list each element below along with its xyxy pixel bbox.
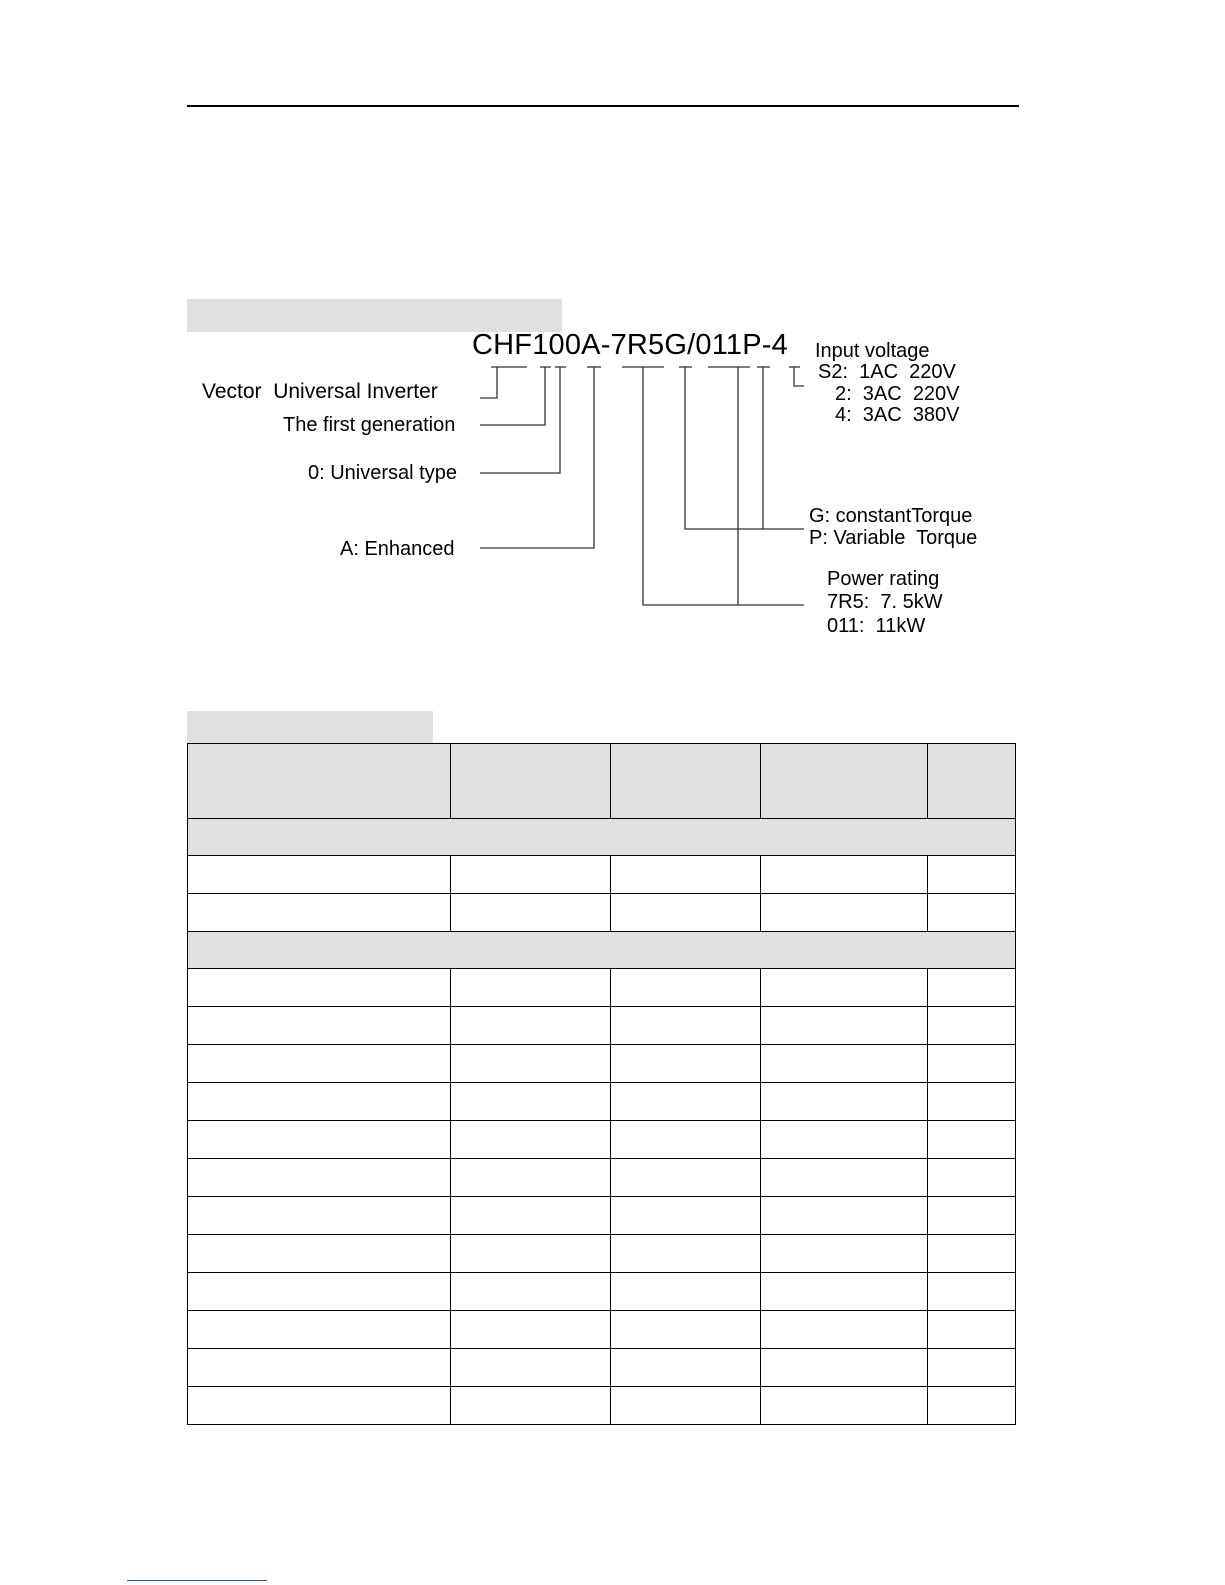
table-cell [928,1045,1016,1083]
table-cell [761,1159,928,1197]
table-row [188,1273,1016,1311]
table-cell [761,1273,928,1311]
table-cell [451,856,611,894]
table-row [188,1387,1016,1425]
table-cell [611,1045,761,1083]
table-body [188,819,1016,1425]
table-header-cell [188,744,451,819]
label-first-generation: The first generation [283,414,456,436]
table-group-row [188,819,1016,856]
torque-g: G: constantTorque [809,505,973,527]
table-group-row [188,932,1016,969]
table-cell [188,1349,451,1387]
table-cell [928,1311,1016,1349]
table-cell [451,1045,611,1083]
table-cell [928,969,1016,1007]
table-cell [611,969,761,1007]
table-cell [451,1235,611,1273]
table-row [188,1083,1016,1121]
table-cell [188,1273,451,1311]
table-group-cell [188,819,1016,856]
rating-table [187,743,1016,1425]
table-group-cell [188,932,1016,969]
table-cell [451,1387,611,1425]
table-row [188,1121,1016,1159]
table-cell [188,894,451,932]
table-cell [451,1121,611,1159]
table-cell [928,1121,1016,1159]
table-cell [928,1235,1016,1273]
table-cell [928,1273,1016,1311]
label-vector-universal-inverter: Vector Universal Inverter [202,380,438,403]
table-cell [188,1197,451,1235]
table-cell [451,1083,611,1121]
table-cell [611,894,761,932]
footer-link-underline[interactable] [127,1580,267,1581]
table-cell [761,856,928,894]
table-cell [611,1159,761,1197]
table-row [188,856,1016,894]
table-cell [451,969,611,1007]
table-cell [761,1197,928,1235]
table-cell [611,856,761,894]
input-voltage-option: S2: 1AC 220V [818,361,956,383]
input-voltage-title: Input voltage [815,340,930,362]
table-cell [611,1387,761,1425]
table-cell [761,1083,928,1121]
table-cell [451,1349,611,1387]
power-rating-title: Power rating [827,568,940,590]
table-cell [761,1007,928,1045]
table-header-cell [451,744,611,819]
table-cell [611,1273,761,1311]
power-rating-option: 7R5: 7. 5kW [827,591,943,613]
table-cell [761,1349,928,1387]
table-header-cell [611,744,761,819]
table-cell [611,1349,761,1387]
table-cell [761,894,928,932]
label-enhanced: A: Enhanced [340,538,455,560]
table-row [188,1235,1016,1273]
table-cell [188,1121,451,1159]
table-cell [761,1387,928,1425]
table-header-cell [761,744,928,819]
section-heading-ratings [187,711,433,743]
table-header-row [188,744,1016,819]
table-row [188,1159,1016,1197]
table-row [188,1197,1016,1235]
power-rating-option: 011: 11kW [827,615,926,637]
table-cell [761,1121,928,1159]
table-cell [928,894,1016,932]
table-cell [451,894,611,932]
table-cell [451,1159,611,1197]
table-cell [188,1387,451,1425]
table-cell [928,1197,1016,1235]
table-cell [761,969,928,1007]
table-row [188,894,1016,932]
table-cell [188,1083,451,1121]
table-row [188,1045,1016,1083]
table-cell [451,1273,611,1311]
torque-p: P: Variable Torque [809,527,978,549]
label-universal-type: 0: Universal type [308,462,457,484]
table-cell [928,1007,1016,1045]
table-cell [928,1159,1016,1197]
table-cell [761,1045,928,1083]
input-voltage-option: 2: 3AC 220V [835,383,960,405]
input-voltage-option: 4: 3AC 380V [835,404,960,426]
table-cell [611,1197,761,1235]
table-cell [928,1083,1016,1121]
table-cell [611,1311,761,1349]
table-cell [188,1235,451,1273]
table-row [188,969,1016,1007]
table-cell [188,856,451,894]
table-header-cell [928,744,1016,819]
table-cell [611,1083,761,1121]
table-cell [188,1007,451,1045]
table-cell [188,1045,451,1083]
table-cell [761,1311,928,1349]
table-cell [188,1159,451,1197]
table-cell [928,856,1016,894]
table-cell [451,1197,611,1235]
table-row [188,1349,1016,1387]
table-row [188,1311,1016,1349]
model-code-diagram [0,0,1225,700]
table-cell [611,1121,761,1159]
table-cell [928,1349,1016,1387]
table-cell [451,1311,611,1349]
table-cell [611,1235,761,1273]
table-cell [928,1387,1016,1425]
table-cell [451,1007,611,1045]
table-cell [188,1311,451,1349]
table-cell [761,1235,928,1273]
table-row [188,1007,1016,1045]
table-cell [188,969,451,1007]
table-cell [611,1007,761,1045]
model-code: CHF100A-7R5G/011P-4 [472,329,788,361]
